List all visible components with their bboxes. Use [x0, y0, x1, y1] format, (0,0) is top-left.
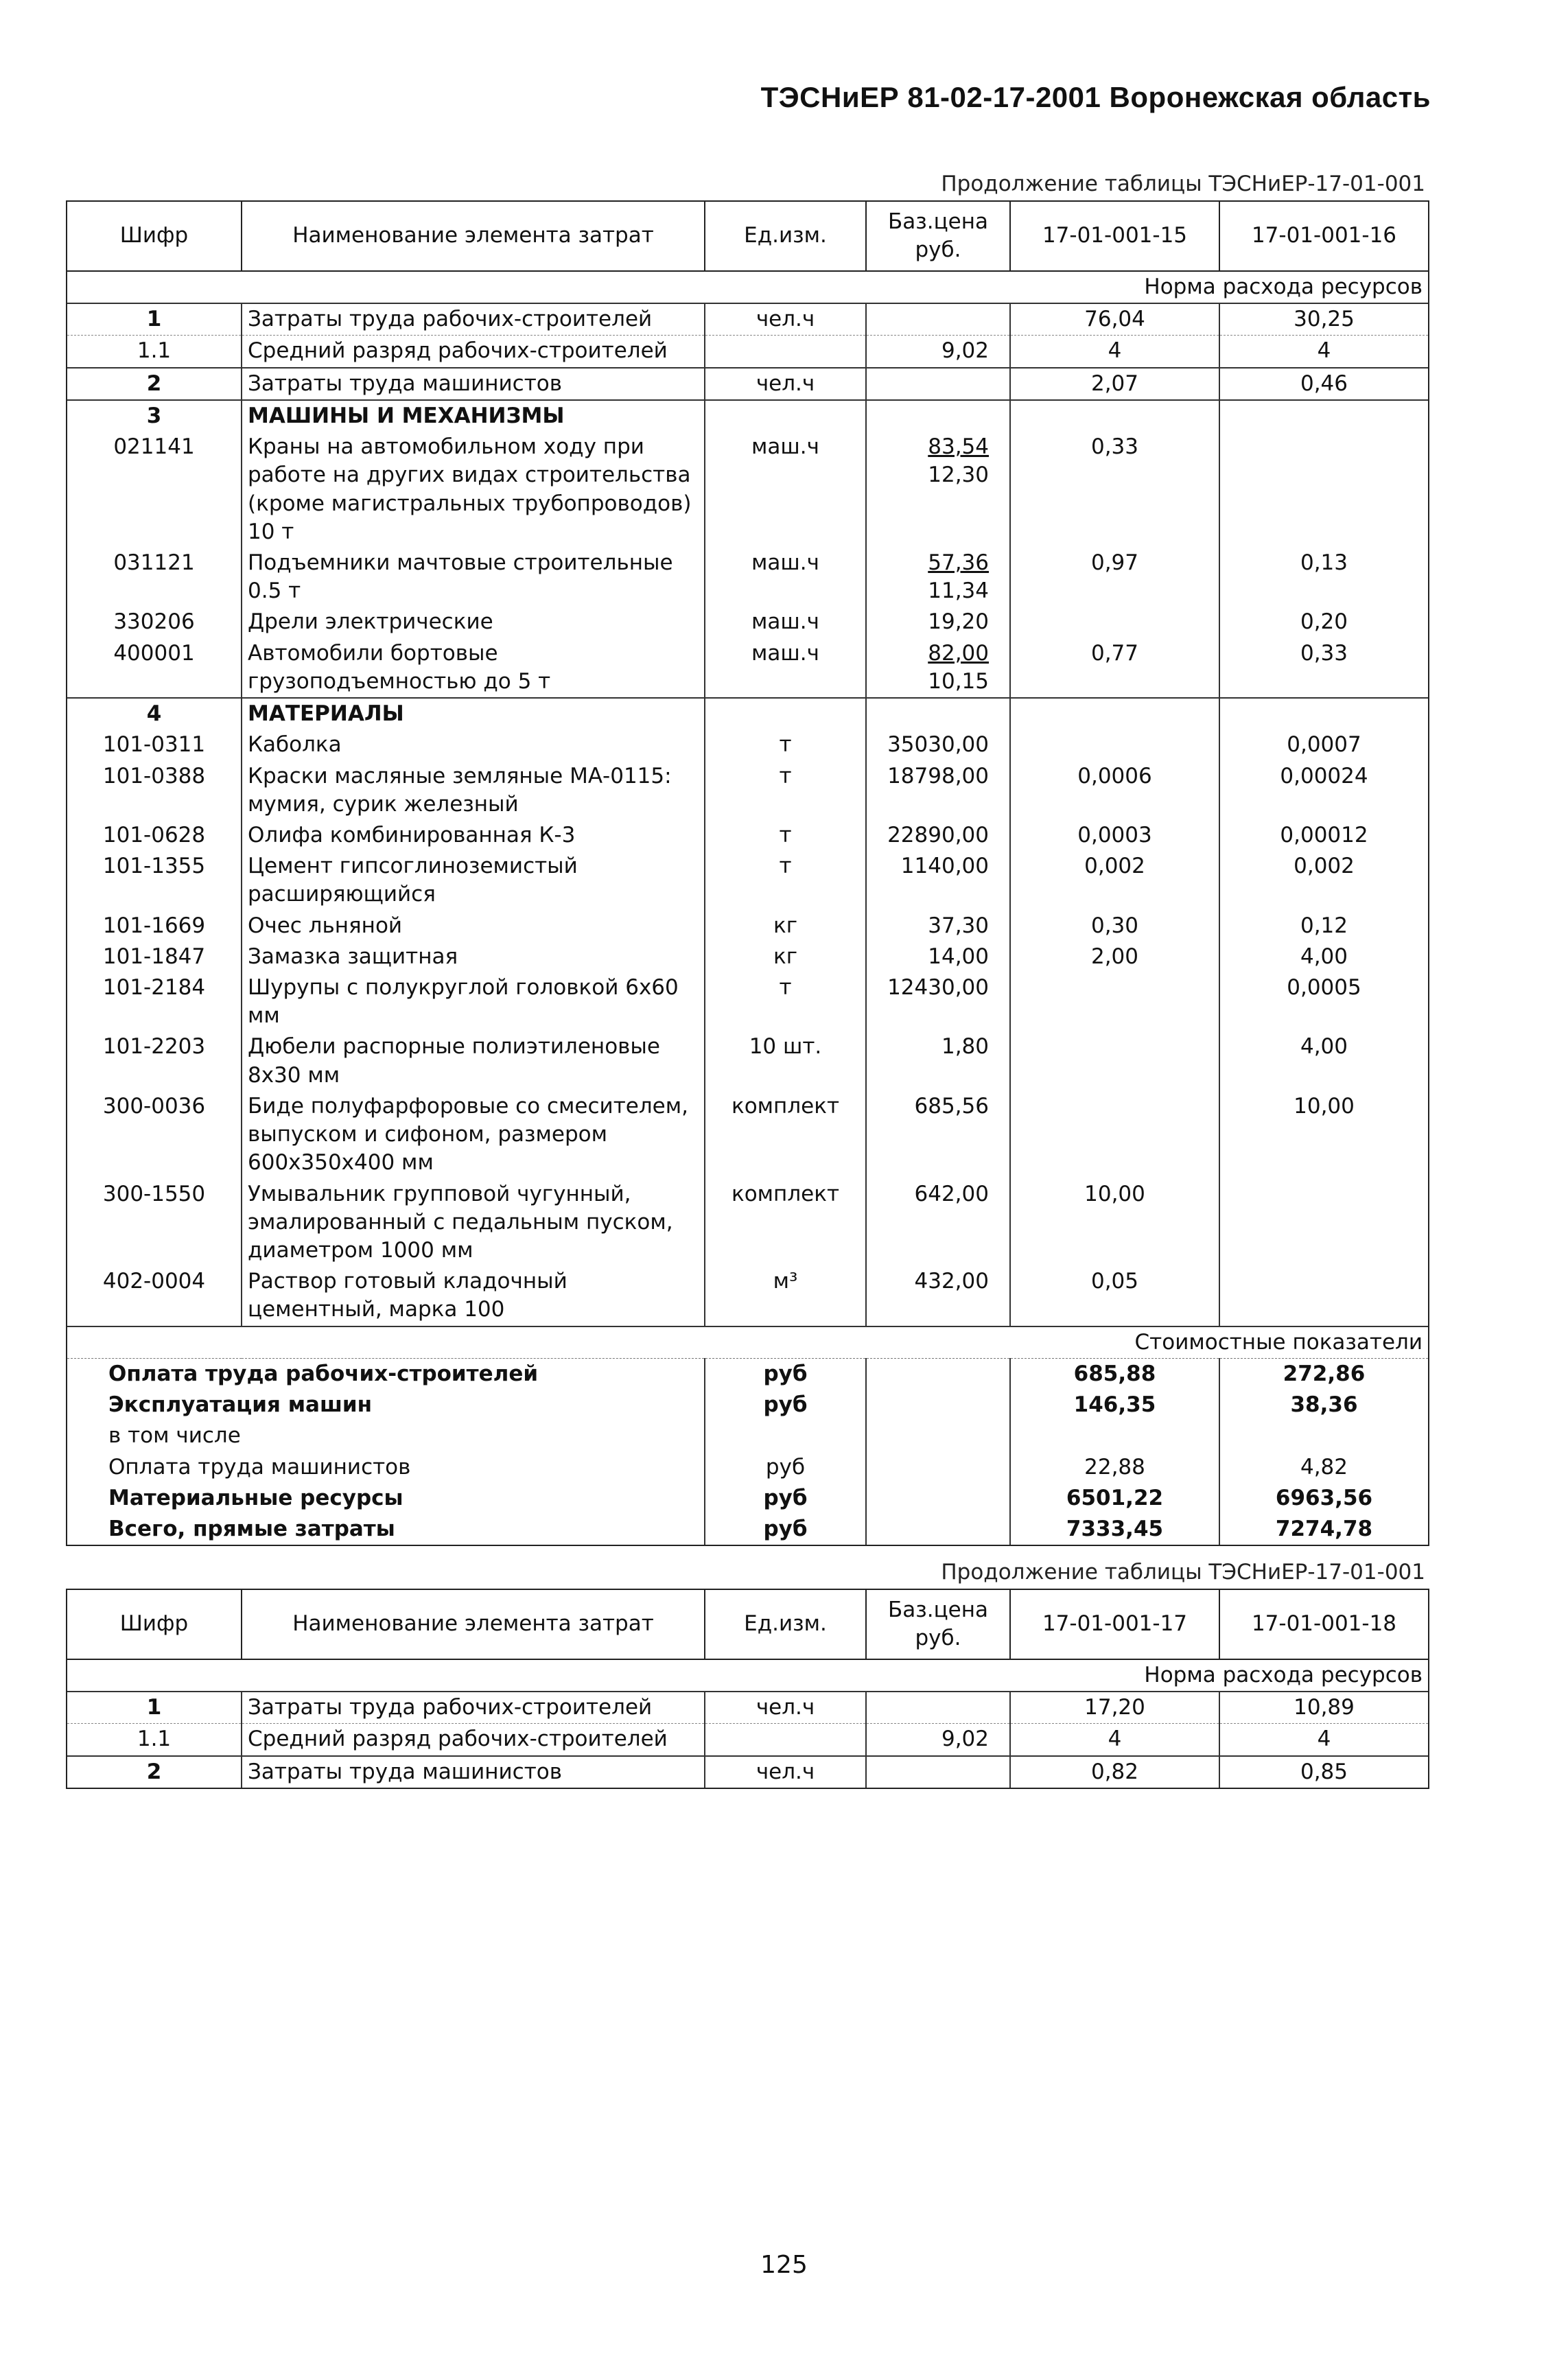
summary-label: Оплата труда машинистов: [67, 1452, 705, 1483]
summary-v1: 6501,22: [1010, 1483, 1219, 1514]
row-unit: т: [705, 729, 866, 760]
row-name: Затраты труда рабочих-строителей: [242, 1692, 705, 1724]
summary-row: [67, 1483, 1429, 1514]
row-name: МАТЕРИАЛЫ: [242, 698, 705, 729]
row-name: Биде полуфарфоровые со смесителем, выпуском и сифоном, размером 600х350х400 мм: [242, 1091, 705, 1179]
row-unit: кг: [705, 911, 866, 942]
row-unit: маш.ч: [705, 432, 866, 548]
row-unit: комплект: [705, 1179, 866, 1267]
row-v1: 0,30: [1010, 911, 1219, 942]
summary-v1: 22,88: [1010, 1452, 1219, 1483]
row-v1: [1010, 1091, 1219, 1179]
row-price: [866, 729, 1010, 760]
row-name: Дюбели распорные полиэтиленовые 8х30 мм: [242, 1031, 705, 1090]
row-name: МАШИНЫ И МЕХАНИЗМЫ: [242, 400, 705, 432]
price-main: 14,00: [928, 944, 989, 969]
summary-v2: 272,86: [1219, 1358, 1429, 1390]
row-v2: [1219, 1179, 1429, 1267]
summary-v2: [1219, 1420, 1429, 1451]
row-unit: чел.ч: [705, 303, 866, 336]
header-name: Наименование элемента затрат: [242, 201, 705, 271]
row-v2: 0,00024: [1219, 761, 1429, 820]
header-v2: 17-01-001-18: [1219, 1589, 1429, 1659]
price-main: 685,56: [914, 1093, 989, 1119]
summary-label: Материальные ресурсы: [67, 1483, 705, 1514]
row-code: 1: [67, 303, 242, 336]
row-v1: 2,00: [1010, 942, 1219, 972]
row-unit: чел.ч: [705, 1756, 866, 1788]
row-code: 330206: [67, 607, 242, 638]
table1-header-row: [67, 201, 1429, 271]
row-v1: 0,33: [1010, 432, 1219, 548]
summary-v1: [1010, 1420, 1219, 1451]
row-unit: кг: [705, 942, 866, 972]
summary-price: [866, 1483, 1010, 1514]
price-main: 9,02: [941, 1727, 989, 1752]
row-name: Умывальник групповой чугунный, эмалированный с педальным пуском, диаметром 1000 мм: [242, 1179, 705, 1267]
row-price: [866, 698, 1010, 729]
row-code: 300-1550: [67, 1179, 242, 1267]
table-row: [67, 972, 1429, 1031]
row-unit: [705, 698, 866, 729]
row-price: [866, 400, 1010, 432]
summary-unit: руб: [705, 1390, 866, 1420]
row-v2: 4,00: [1219, 942, 1429, 972]
row-code: 402-0004: [67, 1266, 242, 1326]
row-v2: 4,00: [1219, 1031, 1429, 1090]
summary-v2: 7274,78: [1219, 1514, 1429, 1545]
row-price: [866, 1756, 1010, 1788]
table-row: [67, 761, 1429, 820]
row-name: Краски масляные земляные МА-0115: мумия, сурик железный: [242, 761, 705, 820]
row-price: [866, 1091, 1010, 1179]
row-code: 3: [67, 400, 242, 432]
row-name: Затраты труда машинистов: [242, 368, 705, 400]
row-code: 4: [67, 698, 242, 729]
summary-v1: 685,88: [1010, 1358, 1219, 1390]
price-main: 9,02: [941, 338, 989, 364]
row-v1: 0,0006: [1010, 761, 1219, 820]
price-main: 83,54: [928, 434, 989, 460]
row-code: 400001: [67, 638, 242, 698]
price-main: 19,20: [928, 609, 989, 635]
table-row: [67, 1031, 1429, 1090]
norm-label: Норма расхода ресурсов: [67, 271, 1429, 303]
table-row: [67, 851, 1429, 910]
row-v2: [1219, 432, 1429, 548]
row-name: Краны на автомобильном ходу при работе на других видах строительства (кроме магистральных трубопроводов) 10 т: [242, 432, 705, 548]
summary-unit: руб: [705, 1514, 866, 1545]
row-v1: 0,82: [1010, 1756, 1219, 1788]
row-v2: 0,00012: [1219, 820, 1429, 851]
summary-price: [866, 1514, 1010, 1545]
table-row: [67, 336, 1429, 368]
table2-norm-label-row: [67, 1659, 1429, 1692]
summary-row: [67, 1358, 1429, 1390]
row-name: Шурупы с полукруглой головкой 6х60 мм: [242, 972, 705, 1031]
summary-label: Всего, прямые затраты: [67, 1514, 705, 1545]
row-name: Средний разряд рабочих-строителей: [242, 1724, 705, 1756]
row-price: [866, 607, 1010, 638]
row-v1: 0,05: [1010, 1266, 1219, 1326]
row-unit: [705, 336, 866, 368]
row-price: [866, 638, 1010, 698]
row-price: [866, 942, 1010, 972]
resource-table-1: [66, 200, 1429, 1546]
row-code: 101-0311: [67, 729, 242, 760]
row-v1: 0,0003: [1010, 820, 1219, 851]
row-v2: 0,12: [1219, 911, 1429, 942]
row-v2: 0,0007: [1219, 729, 1429, 760]
table-row: [67, 698, 1429, 729]
row-unit: 10 шт.: [705, 1031, 866, 1090]
table-row: [67, 1756, 1429, 1788]
row-v2: 0,13: [1219, 548, 1429, 607]
price-main: 35030,00: [887, 732, 989, 758]
row-unit: м³: [705, 1266, 866, 1326]
header-v1: 17-01-001-17: [1010, 1589, 1219, 1659]
row-v1: 4: [1010, 336, 1219, 368]
price-main: 22890,00: [887, 822, 989, 847]
header-code: Шифр: [67, 1589, 242, 1659]
table2-header-row: [67, 1589, 1429, 1659]
row-v1: [1010, 698, 1219, 729]
table1-norm-label-row: [67, 271, 1429, 303]
row-v2: [1219, 400, 1429, 432]
summary-price: [866, 1452, 1010, 1483]
row-unit: чел.ч: [705, 1692, 866, 1724]
header-unit: Ед.изм.: [705, 201, 866, 271]
row-v1: 0,77: [1010, 638, 1219, 698]
row-unit: т: [705, 761, 866, 820]
summary-unit: [705, 1420, 866, 1451]
summary-row: [67, 1390, 1429, 1420]
table-row: [67, 1091, 1429, 1179]
summary-unit: руб: [705, 1358, 866, 1390]
row-name: Каболка: [242, 729, 705, 760]
norm-label: Норма расхода ресурсов: [67, 1659, 1429, 1692]
summary-v1: 7333,45: [1010, 1514, 1219, 1545]
table-row: [67, 303, 1429, 336]
row-v2: 10,00: [1219, 1091, 1429, 1179]
table-row: [67, 820, 1429, 851]
row-v2: 4: [1219, 1724, 1429, 1756]
row-unit: [705, 400, 866, 432]
row-unit: комплект: [705, 1091, 866, 1179]
row-code: 1: [67, 1692, 242, 1724]
row-v2: 4: [1219, 336, 1429, 368]
row-v2: 30,25: [1219, 303, 1429, 336]
summary-label: Оплата труда рабочих-строителей: [67, 1358, 705, 1390]
row-unit: чел.ч: [705, 368, 866, 400]
row-v1: 10,00: [1010, 1179, 1219, 1267]
summary-v1: 146,35: [1010, 1390, 1219, 1420]
summary-row: [67, 1420, 1429, 1451]
table-row: [67, 548, 1429, 607]
row-v1: [1010, 972, 1219, 1031]
row-v2: 0,002: [1219, 851, 1429, 910]
row-unit: т: [705, 820, 866, 851]
row-code: 101-0388: [67, 761, 242, 820]
row-price: [866, 972, 1010, 1031]
row-code: 2: [67, 368, 242, 400]
header-v1: 17-01-001-15: [1010, 201, 1219, 271]
row-v2: [1219, 698, 1429, 729]
document-title: ТЭСНиЕР 81-02-17-2001 Воронежская область: [760, 81, 1431, 113]
summary-price: [866, 1390, 1010, 1420]
row-v2: 0,33: [1219, 638, 1429, 698]
header-price: Баз.цена руб.: [866, 201, 1010, 271]
row-code: 2: [67, 1756, 242, 1788]
row-code: 1.1: [67, 336, 242, 368]
row-unit: т: [705, 851, 866, 910]
summary-v2: 4,82: [1219, 1452, 1429, 1483]
row-unit: маш.ч: [705, 548, 866, 607]
summary-label: Эксплуатация машин: [67, 1390, 705, 1420]
row-unit: маш.ч: [705, 638, 866, 698]
row-name: Затраты труда машинистов: [242, 1756, 705, 1788]
row-code: 101-1669: [67, 911, 242, 942]
price-main: 432,00: [914, 1269, 989, 1294]
table-row: [67, 729, 1429, 760]
row-price: [866, 303, 1010, 336]
row-price: [866, 1031, 1010, 1090]
row-code: 101-1847: [67, 942, 242, 972]
price-sub: 11,34: [928, 578, 989, 604]
summary-unit: руб: [705, 1483, 866, 1514]
row-v2: 0,46: [1219, 368, 1429, 400]
cost-label-row: [67, 1326, 1429, 1359]
row-name: Цемент гипсоглиноземистый расширяющийся: [242, 851, 705, 910]
table-row: [67, 638, 1429, 698]
row-code: 101-2203: [67, 1031, 242, 1090]
table1-continuation-label: Продолжение таблицы ТЭСНиЕР-17-01-001: [941, 172, 1425, 196]
summary-price: [866, 1358, 1010, 1390]
row-price: [866, 368, 1010, 400]
table-row: [67, 1724, 1429, 1756]
row-code: 1.1: [67, 1724, 242, 1756]
row-code: 021141: [67, 432, 242, 548]
row-v1: [1010, 1031, 1219, 1090]
summary-label: в том числе: [67, 1420, 705, 1451]
row-v1: 76,04: [1010, 303, 1219, 336]
row-code: 300-0036: [67, 1091, 242, 1179]
price-sub: 12,30: [928, 463, 989, 488]
price-main: 18798,00: [887, 763, 989, 788]
table-row: [67, 1692, 1429, 1724]
table-row: [67, 368, 1429, 400]
row-v1: 4: [1010, 1724, 1219, 1756]
row-name: Средний разряд рабочих-строителей: [242, 336, 705, 368]
table-row: [67, 607, 1429, 638]
summary-unit: руб: [705, 1452, 866, 1483]
price-main: 642,00: [914, 1181, 989, 1206]
header-price: Баз.цена руб.: [866, 1589, 1010, 1659]
header-name: Наименование элемента затрат: [242, 1589, 705, 1659]
row-price: [866, 1692, 1010, 1724]
row-v1: [1010, 607, 1219, 638]
price-main: 1,80: [941, 1034, 989, 1060]
row-name: Замазка защитная: [242, 942, 705, 972]
row-name: Очес льняной: [242, 911, 705, 942]
row-price: [866, 548, 1010, 607]
cost-label: Стоимостные показатели: [67, 1326, 1429, 1359]
table-row: [67, 911, 1429, 942]
row-price: [866, 1266, 1010, 1326]
row-name: Затраты труда рабочих-строителей: [242, 303, 705, 336]
row-v1: 2,07: [1010, 368, 1219, 400]
price-main: 1140,00: [900, 854, 989, 879]
row-unit: т: [705, 972, 866, 1031]
row-name: Автомобили бортовые грузоподъемностью до 5 т: [242, 638, 705, 698]
row-price: [866, 761, 1010, 820]
row-v1: 17,20: [1010, 1692, 1219, 1724]
row-v2: 0,0005: [1219, 972, 1429, 1031]
row-price: [866, 911, 1010, 942]
row-price: [866, 432, 1010, 548]
header-v2: 17-01-001-16: [1219, 201, 1429, 271]
table2-continuation-label: Продолжение таблицы ТЭСНиЕР-17-01-001: [941, 1560, 1425, 1585]
row-price: [866, 1179, 1010, 1267]
summary-row: [67, 1514, 1429, 1545]
price-main: 37,30: [928, 913, 989, 938]
table-row: [67, 1179, 1429, 1267]
table-row: [67, 942, 1429, 972]
row-code: 101-0628: [67, 820, 242, 851]
summary-v2: 38,36: [1219, 1390, 1429, 1420]
row-v1: 0,97: [1010, 548, 1219, 607]
row-code: 031121: [67, 548, 242, 607]
summary-v2: 6963,56: [1219, 1483, 1429, 1514]
row-unit: [705, 1724, 866, 1756]
row-name: Подъемники мачтовые строительные 0.5 т: [242, 548, 705, 607]
price-main: 82,00: [928, 640, 989, 666]
price-main: 57,36: [928, 550, 989, 575]
summary-row: [67, 1452, 1429, 1483]
row-name: Дрели электрические: [242, 607, 705, 638]
row-code: 101-2184: [67, 972, 242, 1031]
table-row: [67, 1266, 1429, 1326]
row-v2: 0,20: [1219, 607, 1429, 638]
page-number: 125: [760, 2251, 808, 2279]
table-row: [67, 400, 1429, 432]
row-v2: 0,85: [1219, 1756, 1429, 1788]
row-v1: [1010, 400, 1219, 432]
price-main: 12430,00: [887, 975, 989, 1001]
row-name: Раствор готовый кладочный цементный, марка 100: [242, 1266, 705, 1326]
row-v1: 0,002: [1010, 851, 1219, 910]
summary-price: [866, 1420, 1010, 1451]
row-name: Олифа комбинированная К-3: [242, 820, 705, 851]
row-unit: маш.ч: [705, 607, 866, 638]
price-sub: 10,15: [928, 668, 989, 694]
row-v2: 10,89: [1219, 1692, 1429, 1724]
table-row: [67, 432, 1429, 548]
row-v2: [1219, 1266, 1429, 1326]
header-code: Шифр: [67, 201, 242, 271]
resource-table-2: [66, 1589, 1429, 1789]
row-price: [866, 1724, 1010, 1756]
header-unit: Ед.изм.: [705, 1589, 866, 1659]
row-code: 101-1355: [67, 851, 242, 910]
row-price: [866, 820, 1010, 851]
row-price: [866, 851, 1010, 910]
row-price: [866, 336, 1010, 368]
row-v1: [1010, 729, 1219, 760]
